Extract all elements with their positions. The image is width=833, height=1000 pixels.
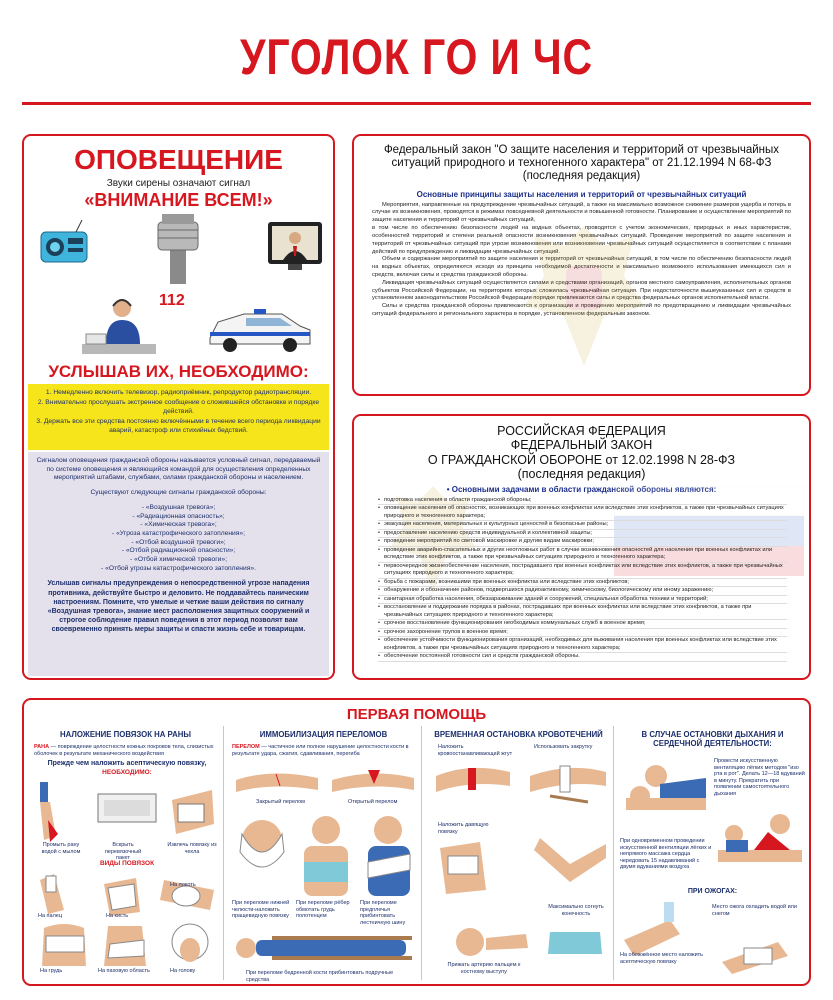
bandage-caption: На палец — [38, 913, 63, 919]
pressure-bandage-illustration — [430, 834, 610, 904]
wound-definition: РАНА — повреждение целостности кожных покровов тела, слизистых оболочек в результате механического воздействия — [34, 744, 214, 757]
signal-intro: Сигналом оповещения гражданской обороны называется условный сигнал, передаваемый по системе оповещения и являющийся командой для осуществления определенных мероприятий штабами, службами, силами гражданской обороны и населением. — [36, 457, 321, 482]
law2-country: РОССИЙСКАЯ ФЕДЕРАЦИЯ — [497, 424, 666, 438]
law2-task-item: • обеспечение постоянной готовности сил и средств гражданской обороны. — [378, 653, 787, 662]
fracture-caption: Закрытый перелом — [256, 799, 305, 805]
law1-paragraph: Объем и содержание мероприятий по защите населения и территорий от чрезвычайных ситуаций, в том числе по обеспечению безопасности людей на водных объектах, определяются исходя из принципа необходимой достаточности и максимально возможного использования имеющихся сил и средств, включая силы и средства гражданской обороны. — [372, 256, 791, 278]
bleeding-caption: Наложить кровоостанавливающий жгут — [438, 744, 513, 757]
law1-paragraph: в том числе по обеспечению безопасности людей на водных объектах, проводятся с учетом экономических, природных и иных характеристик, особенностей территорий и степени реальной опасности возникновения чрезвычайных ситуаций. Проведение мероприятий по защите населения и территорий от чрезвычайных ситуаций при угрозе возникновения или возникновении чрезвычайных ситуаций осуществляется в соответствии с планами действий по предупреждению и ликвидации чрезвычайных ситуаций. — [372, 225, 791, 255]
radio-icon — [38, 220, 92, 272]
title-divider — [22, 102, 811, 105]
cpr-title: В СЛУЧАЕ ОСТАНОВКИ ДЫХАНИЯ И СЕРДЕЧНОЙ ДЕЯТЕЛЬНОСТИ: — [641, 730, 784, 748]
law2-task-item: • обеспечение устойчивости функционирования организаций, необходимых для выживания населения при военных конфликтах или вследствие этих конфликтов, а также при чрезвычайных ситуациях природного и техногенного характера; — [378, 637, 787, 653]
law2-type: ФЕДЕРАЛЬНЫЙ ЗАКОН — [510, 438, 653, 453]
fractures-title: ИММОБИЛИЗАЦИЯ ПЕРЕЛОМОВ — [259, 730, 388, 739]
law-civil-defense-panel — [352, 414, 811, 680]
law2-edition: (последняя редакция) — [517, 467, 646, 482]
fracture-caption: При переломе нижней челюсти-наложить пращевидную повязку — [232, 900, 290, 920]
law2-task-item: • подготовка населения в области гражданской обороны; — [378, 497, 787, 506]
law1-title: Федеральный закон "О защите населения и территорий от чрезвычайных ситуаций природного и техногенного характера" от 21.12.1994 N 68-ФЗ (последняя редакция) — [383, 144, 780, 183]
fracture-caption: При переломе рёбер обмотать грудь полотенцем — [296, 900, 350, 920]
artery-press-illustration — [430, 924, 610, 964]
law2-task-item: • борьба с пожарами, возникшими при военных конфликтах или вследствие этих конфликтов; — [378, 579, 787, 588]
law2-name: О ГРАЖДАНСКОЙ ОБОРОНЕ от 12.02.1998 N 28-ФЗ — [427, 452, 736, 467]
signal-item: - «Отбой угрозы катастрофического затопления». — [101, 564, 256, 572]
before-text: Прежде чем наложить асептическую повязку, — [47, 760, 207, 767]
bleeding-caption: Прижать артерию пальцем к костному выступу — [447, 962, 521, 975]
law1-paragraph: Мероприятия, направленные на предупреждение чрезвычайных ситуаций, а также на максимально возможное снижение размеров ущерба и потерь в случае их возникновения, проводятся в режимах повседневной деятельности и повышенной готовности. Планирование и осуществление мероприятий по защите населения и территорий от чрезвычайных ситуаций, — [372, 201, 791, 224]
fracture-caption: При переломе предплечья прибинтовать лестничную шину — [360, 900, 406, 926]
bandage-caption: На голову — [170, 968, 196, 974]
law2-subtitle: • Основными задачами в области гражданской обороны являются: — [446, 484, 717, 494]
operator-icon — [82, 296, 156, 362]
notification-panel — [22, 134, 335, 680]
step-caption: Промыть рану водой с мылом — [41, 842, 81, 855]
tv-icon — [266, 220, 324, 274]
law2-task-item: • восстановление и поддержание порядка в районах, пострадавших при военных конфликтах или вследствие этих конфликтов, а также при чрезвычайных ситуациях природного и техногенного характера; — [378, 604, 787, 620]
cpr-burns-column — [616, 726, 809, 980]
signal-item: - «Воздушная тревога»; — [141, 503, 216, 511]
bandage-types-title: ВИДЫ ПОВЯЗОК — [99, 860, 155, 867]
law1-paragraph: Ликвидация чрезвычайных ситуаций осуществляется силами и средствами организаций, органов местного самоуправления, исполнительных органов субъектов Российской Федерации, на территориях которых сложилась чрезвычайная ситуация. При недостаточности вышеуказанных сил и средств в установленном законодательством Российской Федерации порядке привлекаются силы и средства федеральных органов исполнительной власти. — [372, 279, 791, 302]
burn-cooling-illustration — [620, 900, 706, 960]
law-civil-protection-panel — [352, 134, 811, 396]
fracture-caption: Открытый перелом — [348, 799, 398, 805]
fracture-types-illustration — [232, 760, 418, 800]
bandage-caption: На кисть — [106, 913, 129, 919]
fractures-column — [226, 726, 422, 983]
chest-compression-illustration — [714, 810, 806, 870]
law1-subtitle: Основные принципы защиты населения и территорий от чрезвычайных ситуаций — [416, 189, 747, 199]
bandage-caption: На локоть — [170, 882, 196, 888]
burns-caption: На обожжённое место наложить асептическую повязку — [620, 952, 704, 965]
page-title: УГОЛОК ГО И ЧС — [240, 29, 593, 85]
cpr-caption: Провести искусственную вентиляцию лёгких методом "изо рта в рот". Делать 12—18 вдуваний в минуту. Прекратить при появлении самостоятельного дыхания — [714, 758, 805, 797]
bleeding-caption: Максимально согнуть конечность — [548, 904, 604, 917]
burns-title: ПРИ ОЖОГАХ: — [687, 888, 738, 895]
notify-title: ОПОВЕЩЕНИЕ — [74, 144, 283, 175]
steps-box — [28, 384, 329, 450]
law2-task-item: • обнаружение и обозначение районов, подвергшихся радиоактивному, химическому, биологическому или иному заражению; — [378, 587, 787, 596]
signal-item: - «Угроза катастрофического затопления»; — [112, 529, 245, 537]
signal-item: - «Отбой химической тревоги»; — [130, 556, 227, 564]
signals-box — [28, 452, 329, 676]
step-caption: Извлечь повязку из чехла — [167, 842, 217, 855]
police-car-icon — [204, 304, 314, 356]
tourniquet-illustration — [430, 756, 610, 826]
law2-task-item: • санитарная обработка населения, обеззараживание зданий и сооружений, специальная обработка техники и территорий; — [378, 596, 787, 605]
law1-paragraph: Силы и средства гражданской обороны привлекаются к организации и проведению мероприятий по предотвращению и ликвидации чрезвычайных ситуаций федерального и регионального характера в порядке, установленном федеральным законом. — [372, 303, 791, 318]
signals-heading: Существуют следующие сигналы гражданской обороны: — [90, 489, 267, 497]
mouth-to-mouth-illustration — [620, 754, 710, 820]
bleeding-caption: Использовать закрутку — [534, 744, 593, 750]
first-aid-panel — [22, 698, 811, 986]
signal-item: - «Отбой воздушной тревоги»; — [131, 538, 226, 546]
bleeding-caption: Наложить давящую повязку — [438, 822, 489, 835]
cpr-caption: При одновременном проведении искусственной вентиляции лёгких и непрямого массажа сердца чередовать 15 надавливаний с двумя вдуваниями воздуха — [620, 838, 712, 871]
heard-title: УСЛЫШАВ ИХ, НЕОБХОДИМО: — [48, 362, 309, 381]
signal-item: - «Химическая тревога»; — [140, 521, 217, 529]
bandages-title: НАЛОЖЕНИЕ ПОВЯЗОК НА РАНЫ — [60, 730, 191, 739]
signal-item: - «Радиационная опасность»; — [132, 512, 225, 520]
law2-title — [370, 424, 793, 482]
fracture-caption: При переломе бедренной кости прибинтовать подручные средства — [246, 970, 394, 983]
law2-task-item: • срочное захоронение трупов в военное время; — [378, 629, 787, 638]
law2-task-item: • первоочередное жизнеобеспечение населения, пострадавшего при военных конфликтах или вследствие этих конфликтов, а также при чрезвычайных ситуациях природного и техногенного характера; — [378, 563, 787, 579]
law2-task-list — [354, 497, 809, 662]
step-item: 2. Внимательно прослушать экстренное сообщение о сложившейся обстановке и порядке действий. — [37, 399, 320, 415]
notify-subtitle: Звуки сирены означают сигнал — [106, 178, 251, 189]
bleeding-title: ВРЕМЕННАЯ ОСТАНОВКА КРОВОТЕЧЕНИЙ — [434, 730, 603, 739]
step-item: 3. Держать все эти средства постоянно включёнными в течение всего периода ликвидации аварий, катастроф или стихийных бедствий. — [36, 418, 321, 434]
burn-bandage-illustration — [718, 932, 804, 976]
law2-task-item: • проведение аварийно-спасательных и других неотложных работ в случае возникновения опасностей для населения при военных конфликтах или вследствие этих конфликтов, а также при чрезвычайных ситуациях природного и техногенного характера; — [378, 547, 787, 563]
fracture-definition: ПЕРЕЛОМ — частичное или полное нарушение целостности кости в результате удара, сжатия, сдавливания, перегиба — [232, 744, 409, 757]
bleeding-column — [424, 726, 614, 980]
splint-illustrations — [232, 810, 418, 900]
law2-task-item: • оповещение населения об опасностях, возникающих при военных конфликтах или вследствие этих конфликтов, а также при чрезвычайных ситуациях природного и техногенного характера; — [378, 505, 787, 521]
first-aid-title: ПЕРВАЯ ПОМОЩЬ — [346, 706, 487, 723]
notify-attention: «ВНИМАНИЕ ВСЕМ!» — [84, 190, 273, 210]
bandage-caption: На паховую область — [98, 968, 150, 974]
hip-splint-illustration — [232, 932, 418, 966]
emergency-number: 112 — [159, 292, 185, 309]
law2-task-item: • эвакуация населения, материальных и культурных ценностей в безопасные районы; — [378, 521, 787, 530]
siren-icon — [148, 208, 208, 284]
signal-item: - «Отбой радиационной опасности»; — [121, 547, 236, 555]
law2-task-item: • проведение мероприятий по световой маскировке и другим видам маскировки; — [378, 538, 787, 547]
law2-task-item: • предоставление населению средств индивидуальной и коллективной защиты; — [378, 530, 787, 539]
law2-task-item: • срочное восстановление функционирования необходимых коммунальных служб в военное время; — [378, 620, 787, 629]
burns-caption: Место ожога охладить водой или снегом — [712, 904, 797, 917]
step-item: 1. Немедленно включить телевизор, радиоприёмник, репродуктор радиотрансляции. — [45, 389, 312, 396]
bandages-column — [28, 726, 224, 980]
closing-text: Услышав сигналы предупреждения о непосредственной угрозе нападения противника, действуйте быстро и деловито. Не поддавайтесь паническим настроениям. Помните, что умелые и четкие ваши действия по сигналу «Воздушная тревога», знание мест расположения защитных сооружений и строгое соблюдение правил поведения в этот период позволят вам своевременно принять меры защиты и спасти жизнь себе и товарищам. — [47, 580, 310, 633]
must-text: НЕОБХОДИМО: — [102, 769, 152, 776]
step-caption: Вскрыть перевязочный пакет — [104, 842, 142, 862]
bandage-caption: На грудь — [40, 968, 63, 974]
bandage-steps-illustration — [36, 780, 218, 850]
